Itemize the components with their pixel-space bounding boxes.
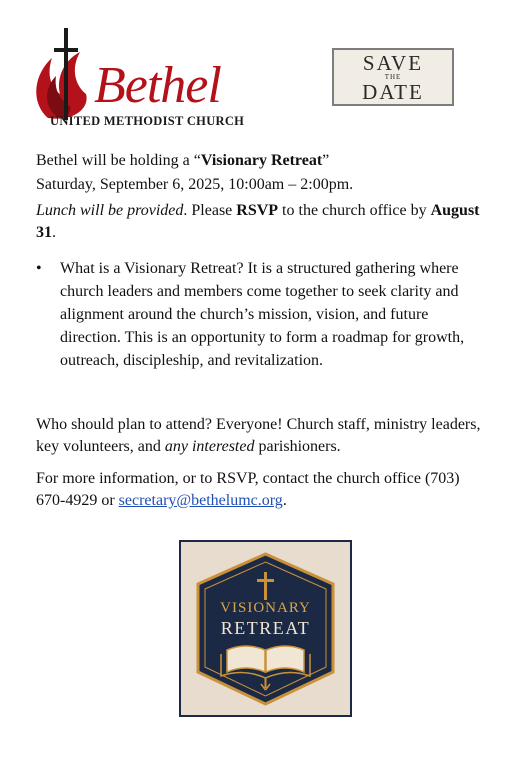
emblem-graphic xyxy=(181,542,350,715)
emblem-line2: RETREAT xyxy=(220,618,311,638)
rsvp-emphasis: RSVP xyxy=(236,202,279,219)
visionary-retreat-emblem xyxy=(179,540,352,717)
attend-prefix: Who should plan to attend? Everyone! Church staff, ministry leaders, key volunteers, and xyxy=(36,416,481,455)
date-text: DATE xyxy=(362,80,424,104)
rsvp-prefix: . Please xyxy=(183,202,237,219)
logo-wordmark: Bethel xyxy=(94,57,221,114)
rsvp-middle: to the church office by xyxy=(278,202,431,219)
intro-suffix: ” xyxy=(322,152,330,169)
rsvp-line xyxy=(36,200,486,244)
date-line: Saturday, September 6, 2025, 10:00am – 2:00pm. xyxy=(36,176,354,193)
event-name: Visionary Retreat xyxy=(200,152,323,169)
intro-prefix: Bethel will be holding a “ xyxy=(36,152,201,169)
attend-emphasis: any interested xyxy=(164,438,255,455)
logo-subtitle: UNITED METHODIST CHURCH xyxy=(50,114,245,128)
contact-prefix: For more information, or to RSVP, contact the church office (703) 670-4929 or xyxy=(36,470,460,509)
church-logo xyxy=(30,22,245,132)
bullet-text: What is a Visionary Retreat? It is a structured gathering where church leaders and members come together to seek clarity and alignment around the church’s mission, vision, and future direction. This is an opportunity to form a roadmap for growth, outreach, discipleship, and revitalization. xyxy=(60,260,465,369)
emblem-line1: VISIONARY xyxy=(220,600,311,616)
the-text: THE xyxy=(384,73,402,81)
attend-suffix: parishioners. xyxy=(254,438,341,455)
attend-paragraph xyxy=(36,414,484,458)
lunch-note: Lunch will be provided xyxy=(36,202,184,219)
contact-paragraph xyxy=(36,468,484,512)
rsvp-end: . xyxy=(52,224,56,241)
rsvp-deadline: August 31 xyxy=(36,202,480,241)
save-text: SAVE xyxy=(362,51,424,75)
email-link[interactable]: secretary@bethelumc.org xyxy=(118,492,283,509)
bullet-marker: • xyxy=(36,260,42,277)
intro-line xyxy=(36,150,486,172)
contact-suffix: . xyxy=(282,492,287,509)
save-the-date-badge xyxy=(332,48,454,106)
